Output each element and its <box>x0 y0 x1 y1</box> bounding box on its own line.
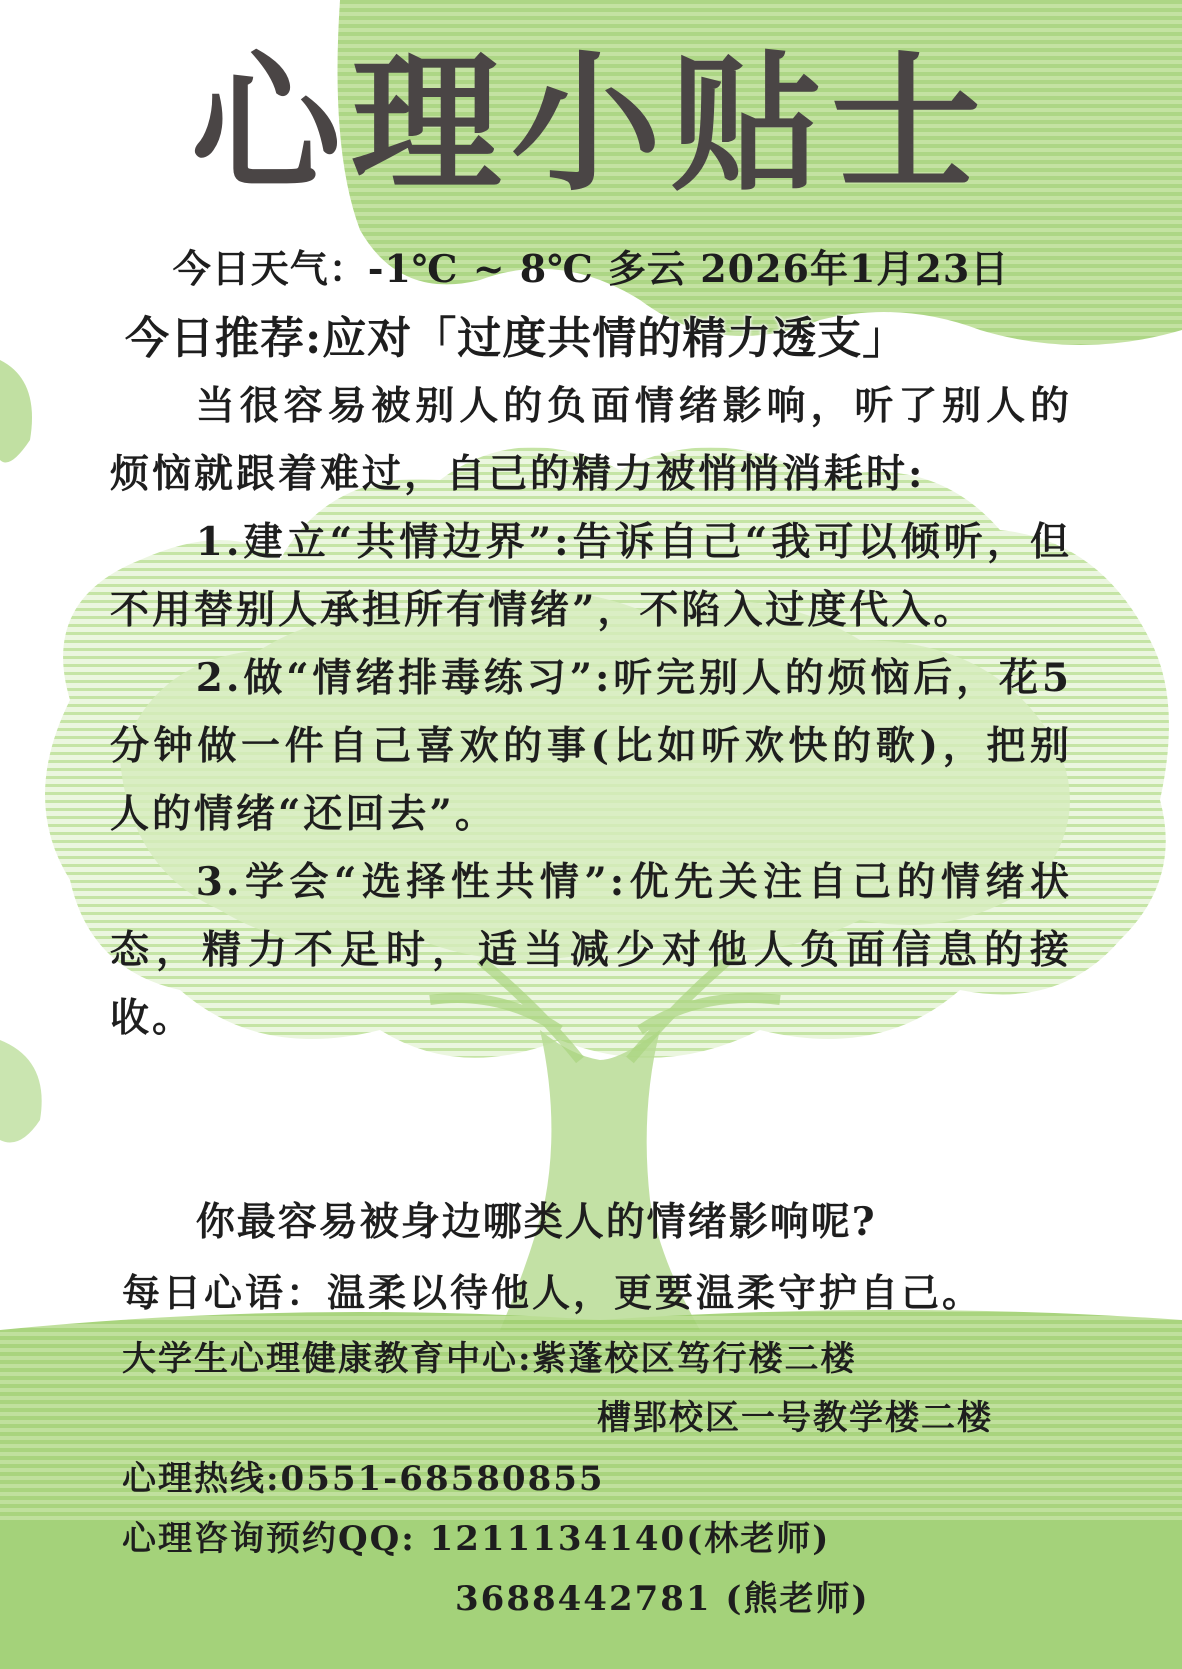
recommend-heading: 今日推荐:应对「过度共情的精力透支」 <box>125 313 908 364</box>
center-address-1: 大学生心理健康教育中心:紫蓬校区笃行楼二楼 <box>122 1339 857 1379</box>
tip-1: 1.建立“共情边界”:告诉自己“我可以倾听，但不用替别人承担所有情绪”，不陷入过度代入。 <box>110 519 1072 633</box>
article-body <box>110 372 1072 1052</box>
tip-3: 3.学会“选择性共情”:优先关注自己的情绪状态，精力不足时，适当减少对他人负面信息的接收。 <box>110 859 1072 1041</box>
qq-contact-2: 3688442781 (熊老师) <box>455 1579 870 1619</box>
intro-paragraph: 当很容易被别人的负面情绪影响，听了别人的烦恼就跟着难过，自己的精力被悄悄消耗时: <box>110 383 1072 497</box>
daily-motto: 每日心语：温柔以待他人，更要温柔守护自己。 <box>122 1270 984 1315</box>
tip-2: 2.做“情绪排毒练习”:听完别人的烦恼后，花5分钟做一件自己喜欢的事(比如听欢快的歌)，把别人的情绪“还回去”。 <box>110 655 1072 837</box>
weather-line: 今日天气：-1℃ ~ 8℃ 多云 2026年1月23日 <box>172 246 1010 291</box>
poster-title: 心理小贴士 <box>190 38 991 212</box>
hotline: 心理热线:0551-68580855 <box>122 1459 605 1499</box>
question-line: 你最容易被身边哪类人的情绪影响呢? <box>195 1199 877 1245</box>
qq-contact-1: 心理咨询预约QQ: 1211134140(林老师) <box>122 1519 831 1559</box>
center-address-2: 槽郢校区一号教学楼二楼 <box>597 1398 993 1438</box>
